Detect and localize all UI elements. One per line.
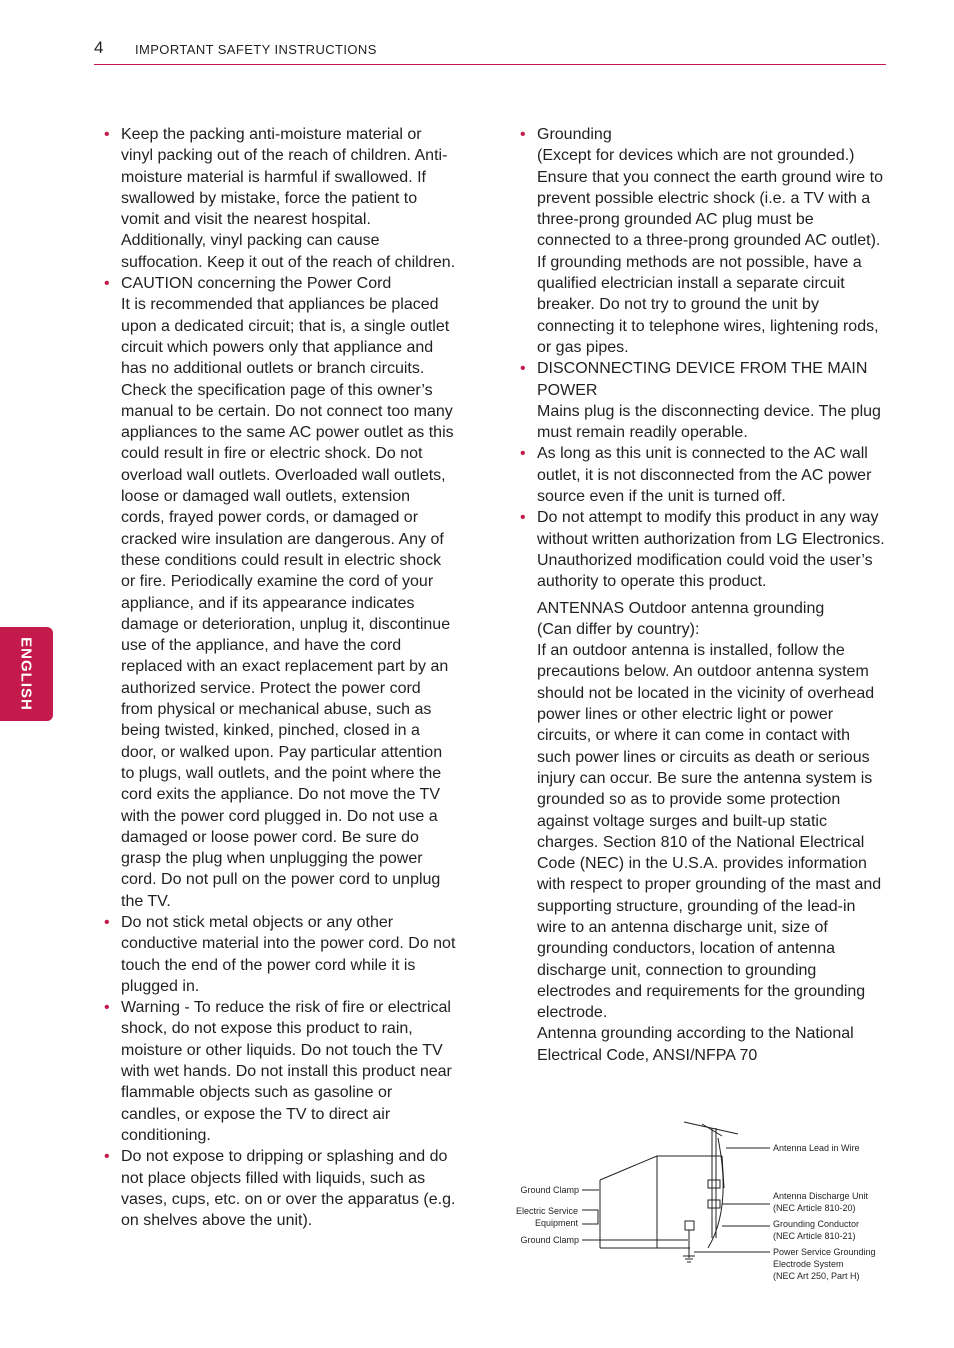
- item-text: Mains plug is the disconnecting device. The plug must remain readily operable.: [537, 402, 881, 442]
- label-discharge-unit-1: Antenna Discharge Unit: [773, 1191, 869, 1201]
- label-electrode-1: Power Service Grounding: [773, 1247, 876, 1257]
- label-discharge-unit-2: (NEC Article 810-20): [773, 1203, 856, 1213]
- list-item: [104, 1146, 456, 1231]
- label-electric-service-2: Equipment: [534, 1218, 578, 1228]
- label-ground-clamp-top: Ground Clamp: [520, 1185, 579, 1195]
- item-title: CAUTION concerning the Power Cord: [121, 275, 392, 293]
- bullet-icon: •: [520, 360, 526, 378]
- list-item: [520, 443, 888, 507]
- list-item: [104, 997, 456, 1146]
- bullet-icon: •: [104, 913, 110, 931]
- antenna-subtitle: (Can differ by country):: [537, 620, 700, 638]
- list-item: [520, 358, 888, 443]
- item-text: (Except for devices which are not grounded.) Ensure that you connect the earth ground wire to prevent possible electric shock (i.e. a TV with a three-prong grounded AC plug must be connected to a three-prong grounded AC outlet). If grounding methods are not possible, have a qualified electrician install a separate circuit breaker. Do not try to ground the unit by connecting it to telephone wires, lightening rods, or gas pipes.: [537, 147, 883, 356]
- bullet-icon: •: [104, 126, 110, 143]
- label-electrode-3: (NEC Art 250, Part H): [773, 1271, 860, 1281]
- label-electric-service-1: Electric Service: [515, 1206, 578, 1216]
- left-column: [104, 124, 456, 1231]
- antenna-grounding-diagram: [512, 1118, 882, 1288]
- bullet-icon: •: [104, 275, 110, 293]
- label-ground-clamp-bottom: Ground Clamp: [520, 1235, 579, 1245]
- right-column: [520, 124, 888, 1066]
- code-heading: Antenna grounding according to the National Electrical Code, ANSI/NFPA 70: [537, 1025, 854, 1064]
- page-number: 4: [94, 38, 104, 57]
- label-grounding-conductor-2: (NEC Article 810-21): [773, 1231, 856, 1241]
- warning-lead: Warning: [121, 999, 180, 1017]
- item-text: Keep the packing anti-moisture material or vinyl packing out of the reach of children. Anti-moisture material is harmful if swallowed. If swallowed by mistake, force the patient to vomit and visit the nearest hospital. Additionally, vinyl packing can cause suffocation. Keep it out of the reach of children.: [121, 126, 456, 271]
- label-electrode-2: Electrode System: [773, 1259, 844, 1269]
- item-title: DISCONNECTING DEVICE FROM THE MAIN POWER: [537, 360, 868, 399]
- list-item: [104, 124, 456, 273]
- item-text: Do not expose to dripping or splashing and do not place objects filled with liquids, such as vases, cups, etc. on or over the apparatus (e.g. on shelves above the unit).: [121, 1148, 456, 1230]
- item-text: Do not stick metal objects or any other conductive material into the power cord. Do not touch the end of the power cord while it is plugged in.: [121, 913, 456, 995]
- item-title: Grounding: [537, 126, 612, 143]
- bullet-icon: •: [520, 126, 526, 143]
- bullet-icon: •: [520, 509, 526, 527]
- item-text: It is recommended that appliances be placed upon a dedicated circuit; that is, a single outlet circuit which powers only that appliance and has no additional outlets or branch circuits. Check the specification page of this owner’s manual to be certain. Do not connect too many appliances to the same AC power outlet as this could result in fire or electric shock. Do not overload wall outlets. Overloaded wall outlets, loose or damaged wall outlets, extension cords, frayed power cords, or damaged or cracked wire insulation are dangerous. Any of these conditions could result in electric shock or fire. Periodically examine the cord of your appliance, and if its appearance indicates damage or deterioration, unplug it, discontinue use of the appliance, and have the cord replaced with an exact replacement part by an authorized service. Protect the power cord from physical or mechanical abuse, such as being twisted, kinked, pinched, closed in a door, or walked upon. Pay particular attention to plugs, wall outlets, and the point where the cord exits the appliance. Do not move the TV with the power cord plugged in. Do not use a damaged or loose power cord. Be sure do grasp the plug when unplugging the power cord. Do not pull on the power cord to unplug the TV.: [121, 296, 454, 910]
- list-item: [104, 912, 456, 997]
- antenna-title: ANTENNAS Outdoor antenna grounding: [537, 599, 825, 617]
- antenna-icon: [684, 1122, 738, 1134]
- bullet-icon: •: [104, 999, 110, 1017]
- bullet-icon: •: [520, 445, 526, 463]
- item-text: - To reduce the risk of fire or electrical shock, do not expose this product to rain, moisture or other liquids. Do not touch the TV with wet hands. Do not install this product near flammable objects such as gasoline or candles, or expose the TV to direct air conditioning.: [121, 999, 452, 1144]
- label-antenna-lead: Antenna Lead in Wire: [773, 1143, 860, 1153]
- label-grounding-conductor-1: Grounding Conductor: [773, 1219, 860, 1229]
- list-item: [520, 507, 888, 592]
- list-item: [104, 273, 456, 912]
- bullet-icon: •: [104, 1148, 110, 1166]
- language-tab: [0, 627, 53, 721]
- roof-outline: [600, 1156, 722, 1180]
- language-tab-label: ENGLISH: [17, 637, 35, 711]
- section-title: IMPORTANT SAFETY INSTRUCTIONS: [135, 42, 377, 57]
- item-text: As long as this unit is connected to the AC wall outlet, it is not disconnected from the AC power source even if the unit is turned off.: [537, 445, 872, 506]
- antenna-text: If an outdoor antenna is installed, follow the precautions below. An outdoor antenna system should not be located in the vicinity of overhead power lines or other electric light or power circuits, or where it can come in contact with such power lines or circuits as death or serious injury can occur. Be sure the antenna system is grounded so as to provide some protection against voltage surges and built-up static charges. Section 810 of the National Electrical Code (NEC) in the U.S.A. provides information with respect to proper grounding of the mast and supporting structure, grounding of the lead-in wire to an antenna discharge unit, size of grounding conductors, location of antenna discharge unit, connection to grounding electrodes and requirements for the grounding electrode.: [537, 642, 882, 1022]
- list-item: [520, 124, 888, 358]
- item-text: Do not attempt to modify this product in any way without written authorization from LG Electronics. Unauthorized modification could void the user’s authority to operate this product.: [537, 509, 885, 591]
- page-header: [94, 38, 886, 65]
